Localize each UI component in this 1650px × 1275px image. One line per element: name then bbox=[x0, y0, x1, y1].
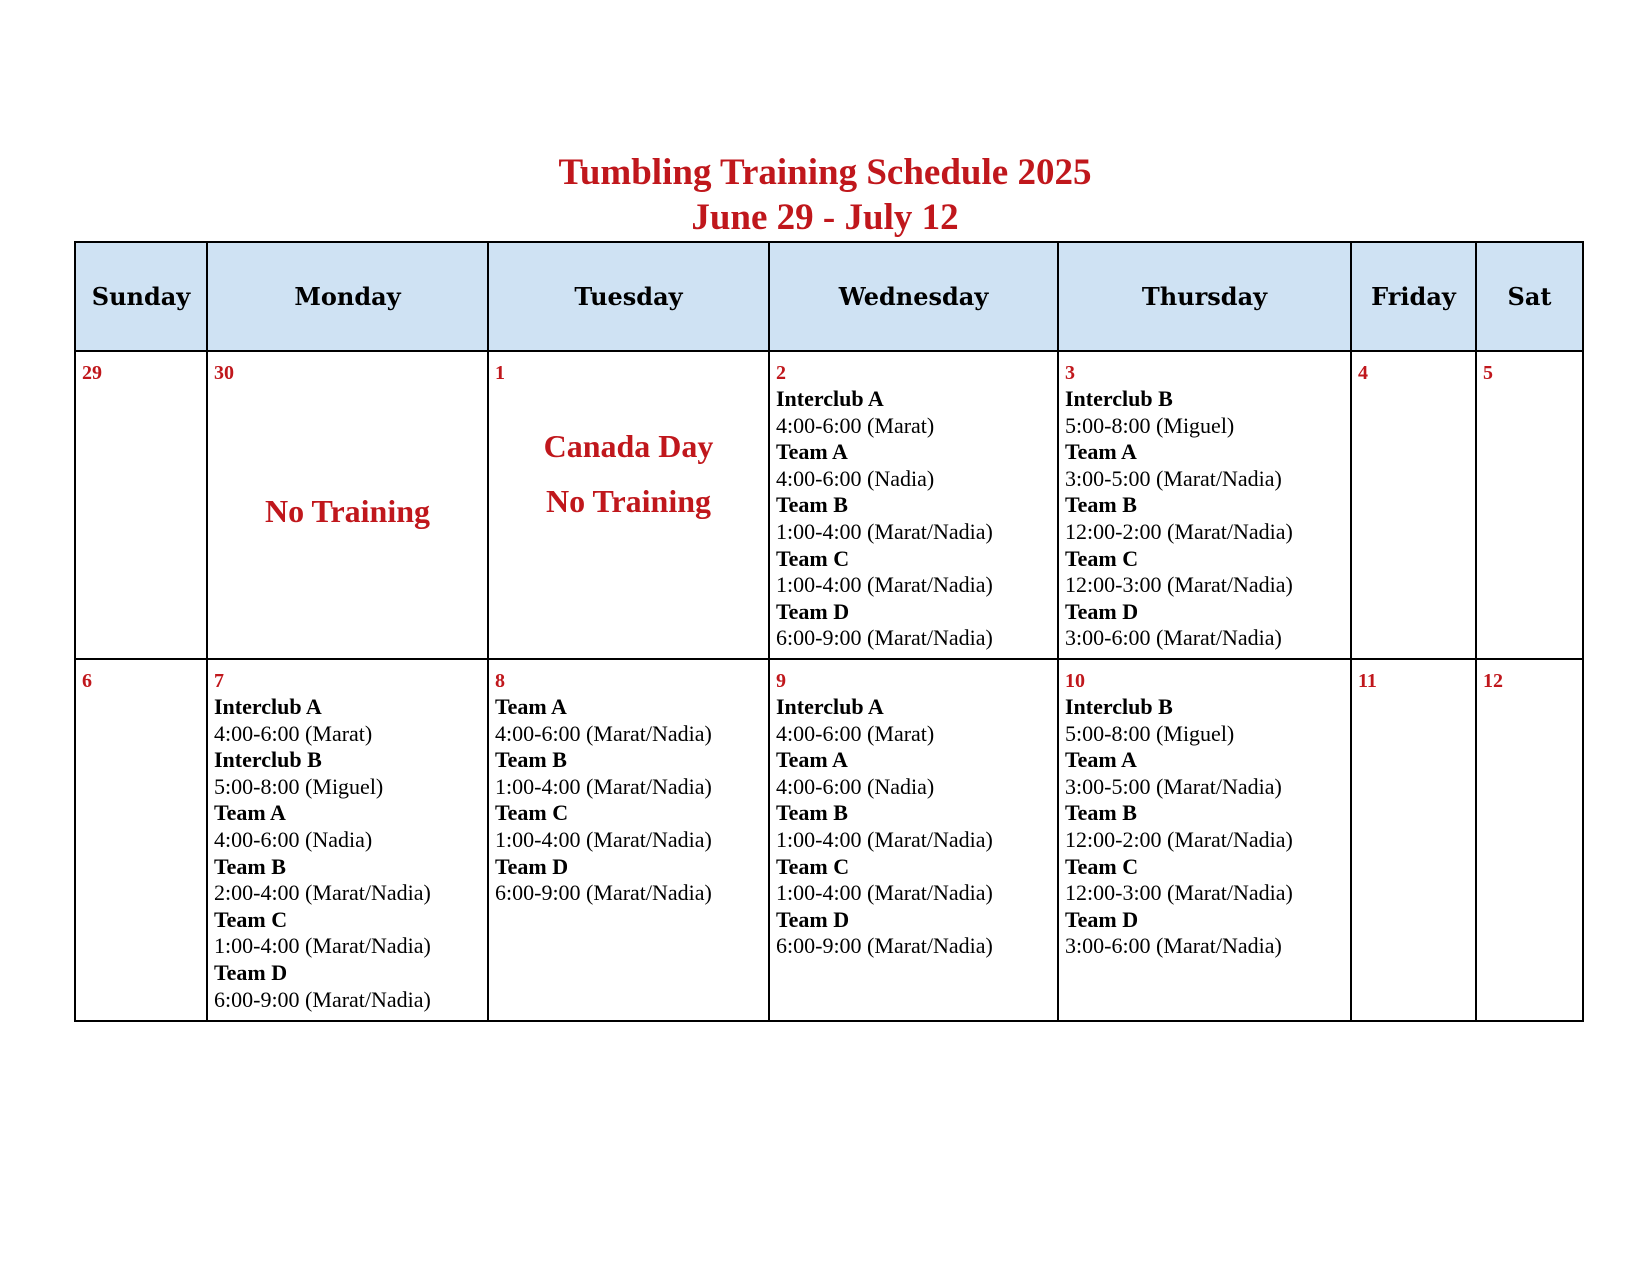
event-time: 1:00-4:00 (Marat/Nadia) bbox=[495, 773, 712, 799]
weekday-header: Thursday bbox=[1058, 242, 1351, 351]
event-time: 1:00-4:00 (Marat/Nadia) bbox=[776, 880, 993, 906]
event-time: 3:00-6:00 (Marat/Nadia) bbox=[1065, 933, 1282, 959]
day-cell bbox=[75, 351, 207, 659]
event-time: 5:00-8:00 (Miguel) bbox=[1065, 412, 1235, 438]
event-time: 6:00-9:00 (Marat/Nadia) bbox=[776, 933, 993, 959]
event-name: Team D bbox=[1065, 906, 1139, 932]
day-number: 10 bbox=[1065, 670, 1085, 692]
event-time: 4:00-6:00 (Marat) bbox=[776, 720, 935, 746]
event-time: 12:00-3:00 (Marat/Nadia) bbox=[1065, 572, 1293, 598]
event-time: 4:00-6:00 (Nadia) bbox=[776, 465, 935, 491]
event-name: Interclub B bbox=[214, 747, 322, 773]
event-time: 4:00-6:00 (Marat) bbox=[214, 720, 373, 746]
day-cell bbox=[488, 659, 769, 1021]
weekday-header: Tuesday bbox=[488, 242, 769, 351]
event-time: 12:00-3:00 (Marat/Nadia) bbox=[1065, 880, 1293, 906]
event-name: Team B bbox=[1065, 800, 1137, 826]
day-cell bbox=[207, 659, 488, 1021]
day-number: 2 bbox=[776, 362, 786, 384]
event-name: Team D bbox=[214, 959, 288, 985]
event-name: Team A bbox=[214, 800, 286, 826]
event-time: 4:00-6:00 (Marat) bbox=[776, 412, 935, 438]
day-number: 29 bbox=[82, 362, 102, 384]
no-training-note: No Training bbox=[264, 493, 431, 529]
day-cell bbox=[1476, 351, 1583, 659]
weekday-header: Friday bbox=[1351, 242, 1476, 351]
event-name: Team A bbox=[1065, 439, 1137, 465]
day-number: 30 bbox=[214, 362, 234, 384]
calendar-table bbox=[74, 241, 1584, 1022]
event-name: Team A bbox=[776, 439, 848, 465]
event-name: Interclub B bbox=[1065, 694, 1173, 719]
day-number: 5 bbox=[1483, 362, 1493, 384]
event-time: 5:00-8:00 (Miguel) bbox=[214, 773, 384, 799]
day-cell bbox=[1351, 659, 1476, 1021]
day-number: 12 bbox=[1483, 670, 1503, 692]
event-time: 4:00-6:00 (Nadia) bbox=[776, 773, 935, 799]
page-title: Tumbling Training Schedule 2025 bbox=[558, 152, 1092, 193]
day-cell bbox=[769, 351, 1058, 659]
day-cell bbox=[1351, 351, 1476, 659]
event-name: Team C bbox=[776, 853, 850, 879]
week-row bbox=[75, 351, 1583, 659]
event-time: 4:00-6:00 (Marat/Nadia) bbox=[495, 720, 712, 746]
day-cell bbox=[75, 659, 207, 1021]
weekday-header-row bbox=[75, 242, 1583, 351]
event-time: 1:00-4:00 (Marat/Nadia) bbox=[776, 826, 993, 852]
event-name: Interclub A bbox=[776, 386, 884, 411]
event-name: Team C bbox=[1065, 545, 1139, 571]
event-time: 2:00-4:00 (Marat/Nadia) bbox=[214, 880, 431, 906]
day-number: 1 bbox=[495, 362, 505, 384]
event-time: 1:00-4:00 (Marat/Nadia) bbox=[776, 518, 993, 544]
event-name: Team D bbox=[776, 598, 850, 624]
event-time: 4:00-6:00 (Nadia) bbox=[214, 826, 373, 852]
day-cell bbox=[488, 351, 769, 659]
event-name: Team B bbox=[776, 800, 848, 826]
event-name: Team D bbox=[1065, 598, 1139, 624]
day-cell bbox=[769, 659, 1058, 1021]
event-time: 3:00-5:00 (Marat/Nadia) bbox=[1065, 465, 1282, 491]
day-cell bbox=[1476, 659, 1583, 1021]
date-range-subtitle: June 29 - July 12 bbox=[691, 197, 959, 238]
no-training-note: No Training bbox=[545, 482, 712, 519]
event-name: Team C bbox=[1065, 853, 1139, 879]
event-name: Team A bbox=[495, 694, 567, 719]
weekday-header: Wednesday bbox=[769, 242, 1058, 351]
event-time: 12:00-2:00 (Marat/Nadia) bbox=[1065, 518, 1293, 544]
event-name: Team B bbox=[1065, 492, 1137, 518]
event-time: 1:00-4:00 (Marat/Nadia) bbox=[776, 572, 993, 598]
day-number: 11 bbox=[1358, 670, 1377, 692]
weekday-header: Sat bbox=[1476, 242, 1583, 351]
event-name: Team D bbox=[495, 853, 569, 879]
event-time: 1:00-4:00 (Marat/Nadia) bbox=[214, 933, 431, 959]
day-cell bbox=[1058, 659, 1351, 1021]
event-name: Team B bbox=[214, 853, 286, 879]
day-number: 9 bbox=[776, 670, 786, 692]
event-name: Team A bbox=[1065, 747, 1137, 773]
event-time: 3:00-5:00 (Marat/Nadia) bbox=[1065, 773, 1282, 799]
weekday-header: Monday bbox=[207, 242, 488, 351]
event-name: Team D bbox=[776, 906, 850, 932]
week-row bbox=[75, 659, 1583, 1021]
event-name: Team B bbox=[776, 492, 848, 518]
day-number: 6 bbox=[82, 670, 92, 692]
day-number: 3 bbox=[1065, 362, 1075, 384]
event-name: Team B bbox=[495, 747, 567, 773]
event-name: Interclub B bbox=[1065, 386, 1173, 411]
event-name: Team C bbox=[214, 906, 288, 932]
event-name: Interclub A bbox=[776, 694, 884, 719]
event-name: Team A bbox=[776, 747, 848, 773]
event-name: Interclub A bbox=[214, 694, 322, 719]
event-time: 6:00-9:00 (Marat/Nadia) bbox=[495, 880, 712, 906]
day-cell bbox=[1058, 351, 1351, 659]
day-cell bbox=[207, 351, 488, 659]
event-time: 5:00-8:00 (Miguel) bbox=[1065, 720, 1235, 746]
weekday-header: Sunday bbox=[75, 242, 207, 351]
day-number: 8 bbox=[495, 670, 505, 692]
event-time: 12:00-2:00 (Marat/Nadia) bbox=[1065, 826, 1293, 852]
day-number: 7 bbox=[214, 670, 224, 692]
event-name: Team C bbox=[495, 800, 569, 826]
event-time: 3:00-6:00 (Marat/Nadia) bbox=[1065, 625, 1282, 651]
event-time: 1:00-4:00 (Marat/Nadia) bbox=[495, 826, 712, 852]
event-time: 6:00-9:00 (Marat/Nadia) bbox=[214, 986, 431, 1012]
day-number: 4 bbox=[1358, 362, 1368, 384]
event-name: Team C bbox=[776, 545, 850, 571]
holiday-note: Canada Day bbox=[543, 428, 714, 464]
event-time: 6:00-9:00 (Marat/Nadia) bbox=[776, 625, 993, 651]
